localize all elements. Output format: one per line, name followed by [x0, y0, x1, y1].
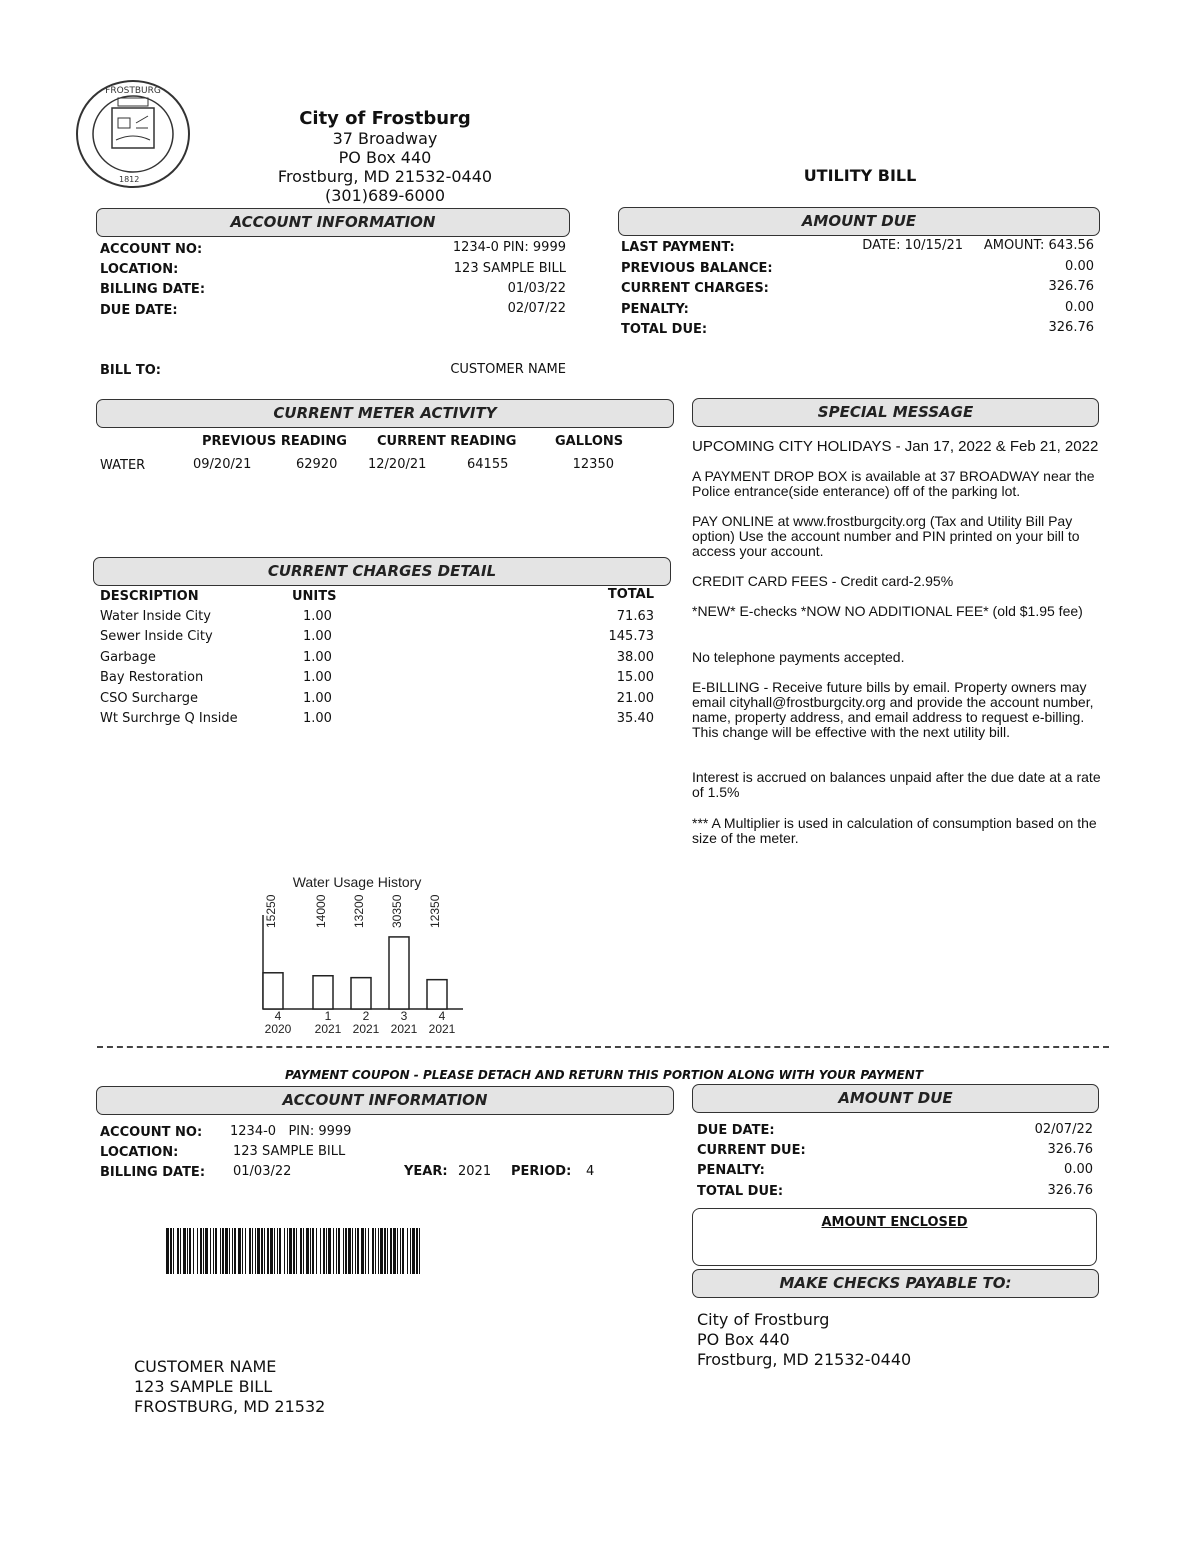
barcode-bar — [412, 1228, 415, 1274]
barcode-bar — [261, 1228, 263, 1274]
barcode-bar — [336, 1228, 337, 1274]
phone: (301)689-6000 — [324, 186, 446, 205]
chart-year-label: 2021 — [428, 1022, 456, 1036]
barcode-bar — [279, 1228, 281, 1274]
location-label: LOCATION: — [100, 262, 179, 277]
chart-year-label: 2021 — [314, 1022, 342, 1036]
barcode-bar — [193, 1228, 194, 1274]
barcode-bar — [173, 1228, 174, 1274]
last-payment-amount: AMOUNT: 643.56 — [983, 238, 1094, 253]
special-message-line: Interest is accrued on balances unpaid after the due date at a rate of 1.5% — [692, 769, 1101, 800]
meter-col-previous: PREVIOUS READING — [202, 434, 347, 449]
barcode-bar — [393, 1228, 396, 1274]
barcode-bar — [257, 1228, 260, 1274]
barcode-bar — [287, 1228, 288, 1274]
barcode-bar — [310, 1228, 311, 1274]
svg-text:1812: 1812 — [119, 175, 140, 184]
billing-date-value: 01/03/22 — [507, 281, 566, 296]
account-no-value: 1234-0 PIN: 9999 — [452, 240, 566, 255]
barcode-bar — [419, 1228, 420, 1274]
total-due-value: 326.76 — [1048, 320, 1094, 335]
barcode-bar — [170, 1228, 172, 1274]
special-message-line: CREDIT CARD FEES - Credit card-2.95% — [692, 573, 954, 589]
barcode-bar — [242, 1228, 243, 1274]
charge-description: Wt Surchrge Q Inside — [100, 711, 238, 726]
charges-detail-header: CURRENT CHARGES DETAIL — [93, 557, 671, 586]
chart-bar — [351, 978, 371, 1009]
barcode-bar — [234, 1228, 236, 1274]
penalty-label: PENALTY: — [621, 302, 689, 317]
barcode-bar — [210, 1228, 211, 1274]
barcode-bar — [326, 1228, 327, 1274]
charge-description: CSO Surcharge — [100, 691, 198, 706]
barcode-bar — [345, 1228, 347, 1274]
coupon-year-label: YEAR: — [404, 1164, 448, 1179]
barcode-bar — [200, 1228, 202, 1274]
chart-period-label: 4 — [438, 1009, 446, 1023]
special-message-line: E-BILLING - Receive future bills by email. Property owners may email cityhall@frostburgcity.org and provide the account number, name, property address, and email address to request e-billing. This change will be effective with the next utility bill. — [692, 679, 1094, 740]
barcode-bar — [252, 1228, 253, 1274]
chart-value-label: 12350 — [428, 894, 442, 928]
barcode-bar — [183, 1228, 186, 1274]
barcode-bar — [400, 1228, 401, 1274]
charge-units: 1.00 — [303, 650, 332, 665]
barcode-bar — [343, 1228, 344, 1274]
barcode-bar — [293, 1228, 295, 1274]
barcode-bar — [215, 1228, 217, 1274]
barcode-bar — [270, 1228, 273, 1274]
location-value: 123 SAMPLE BILL — [453, 261, 566, 276]
barcode-bar — [352, 1228, 353, 1274]
previous-balance-label: PREVIOUS BALANCE: — [621, 261, 773, 276]
coupon-penalty: 0.00 — [1064, 1162, 1093, 1177]
current-charges-value: 326.76 — [1048, 279, 1094, 294]
previous-balance-value: 0.00 — [1065, 259, 1094, 274]
barcode-bar — [203, 1228, 204, 1274]
svg-text:FROSTBURG: FROSTBURG — [105, 86, 161, 96]
charge-total: 15.00 — [616, 670, 654, 685]
coupon-location: 123 SAMPLE BILL — [233, 1144, 346, 1159]
barcode-bar — [402, 1228, 404, 1274]
special-message-line: A PAYMENT DROP BOX is available at 37 BROADWAY near the Police entrance(side enterance) off of the parking lot. — [692, 468, 1095, 499]
barcode-bar — [296, 1228, 297, 1274]
barcode-bar — [255, 1228, 256, 1274]
barcode-bar — [390, 1228, 392, 1274]
meter-gallons: 12350 — [572, 457, 614, 472]
chart-year-label: 2020 — [264, 1022, 292, 1036]
charges-col-desc: DESCRIPTION — [100, 589, 199, 604]
barcode-bar — [397, 1228, 398, 1274]
barcode-bar — [229, 1228, 230, 1274]
coupon-account-header: ACCOUNT INFORMATION — [96, 1086, 674, 1115]
penalty-value: 0.00 — [1065, 300, 1094, 315]
barcode-bar — [289, 1228, 292, 1274]
barcode-bar — [274, 1228, 275, 1274]
barcode-bar — [357, 1228, 359, 1274]
billing-date-label: BILLING DATE: — [100, 282, 206, 297]
barcode-bar — [320, 1228, 321, 1274]
barcode-bar — [222, 1228, 224, 1274]
barcode-bar — [187, 1228, 188, 1274]
address-line-3: Frostburg, MD 21532-0440 — [277, 167, 493, 186]
coupon-period: 4 — [586, 1164, 595, 1179]
barcode-bar — [368, 1228, 369, 1274]
address-line-1: 37 Broadway — [332, 129, 438, 148]
special-message-line: No telephone payments accepted. — [692, 649, 905, 665]
charge-total: 38.00 — [616, 650, 654, 665]
meter-service: WATER — [100, 458, 146, 473]
water-usage-chart — [250, 868, 470, 1040]
amount-due-header: AMOUNT DUE — [618, 207, 1100, 236]
chart-title: Water Usage History — [292, 874, 422, 890]
payee-line-1: City of Frostburg — [697, 1310, 830, 1329]
charges-col-units: UNITS — [292, 589, 337, 604]
barcode-bar — [300, 1228, 302, 1274]
coupon-penalty-label: PENALTY: — [697, 1163, 765, 1178]
charge-total: 71.63 — [616, 609, 654, 624]
payee-line-3: Frostburg, MD 21532-0440 — [697, 1350, 912, 1369]
barcode-bar — [375, 1228, 376, 1274]
city-seal — [74, 78, 192, 190]
barcode-bar — [197, 1228, 198, 1274]
meter-prev-date: 09/20/21 — [193, 457, 252, 472]
barcode-bar — [303, 1228, 304, 1274]
chart-bar — [263, 973, 283, 1009]
charge-units: 1.00 — [303, 609, 332, 624]
coupon-due-date: 02/07/22 — [1034, 1122, 1093, 1137]
charge-description: Bay Restoration — [100, 670, 204, 685]
payable-to-header: MAKE CHECKS PAYABLE TO: — [692, 1269, 1099, 1298]
coupon-current-due-label: CURRENT DUE: — [697, 1143, 806, 1158]
barcode-bar — [416, 1228, 418, 1274]
amount-enclosed-label: AMOUNT ENCLOSED — [821, 1215, 968, 1230]
chart-bar — [313, 976, 333, 1009]
coupon-period-label: PERIOD: — [511, 1164, 572, 1179]
detach-line — [97, 1046, 1109, 1048]
account-info-header: ACCOUNT INFORMATION — [96, 208, 570, 237]
coupon-location-label: LOCATION: — [100, 1145, 179, 1160]
barcode-bar — [180, 1228, 181, 1274]
barcode-bar — [387, 1228, 388, 1274]
barcode-bar — [378, 1228, 379, 1274]
barcode-bar — [267, 1228, 269, 1274]
charges-col-total: TOTAL — [607, 587, 654, 602]
special-message-line: UPCOMING CITY HOLIDAYS - Jan 17, 2022 & Feb 21, 2022 — [692, 438, 1099, 455]
barcode-bar — [333, 1228, 334, 1274]
coupon-year: 2021 — [458, 1164, 492, 1179]
barcode-bar — [220, 1228, 221, 1274]
meter-col-gallons: GALLONS — [555, 434, 624, 449]
barcode-bar — [225, 1228, 228, 1274]
coupon-billing-date-label: BILLING DATE: — [100, 1165, 206, 1180]
coupon-account-no-label: ACCOUNT NO: — [100, 1125, 203, 1140]
chart-year-label: 2021 — [352, 1022, 380, 1036]
barcode-bar — [277, 1228, 278, 1274]
coupon-due-date-label: DUE DATE: — [697, 1123, 775, 1138]
barcode — [166, 1228, 422, 1274]
customer-line-2: 123 SAMPLE BILL — [134, 1377, 273, 1396]
city-name: City of Frostburg — [299, 108, 471, 129]
barcode-bar — [249, 1228, 251, 1274]
coupon-total-due: 326.76 — [1047, 1183, 1093, 1198]
barcode-bar — [338, 1228, 340, 1274]
barcode-bar — [384, 1228, 386, 1274]
amount-enclosed-box[interactable] — [692, 1208, 1097, 1266]
account-no-label: ACCOUNT NO: — [100, 242, 203, 257]
due-date-value: 02/07/22 — [507, 301, 566, 316]
barcode-bar — [166, 1228, 169, 1274]
address-line-2: PO Box 440 — [338, 148, 432, 167]
doc-title: UTILITY BILL — [803, 166, 917, 185]
barcode-bar — [355, 1228, 356, 1274]
barcode-bar — [348, 1228, 351, 1274]
meter-curr-date: 12/20/21 — [368, 457, 427, 472]
barcode-bar — [284, 1228, 285, 1274]
bill-to-value: CUSTOMER NAME — [450, 362, 566, 377]
last-payment-date: DATE: 10/15/21 — [862, 238, 963, 253]
barcode-bar — [245, 1228, 246, 1274]
barcode-bar — [177, 1228, 179, 1274]
special-message-line: *NEW* E-checks *NOW NO ADDITIONAL FEE* (old $1.95 fee) — [692, 603, 1083, 619]
coupon-amount-due-header: AMOUNT DUE — [692, 1084, 1099, 1113]
charge-description: Water Inside City — [100, 609, 211, 624]
charge-total: 21.00 — [616, 691, 654, 706]
charge-total: 145.73 — [608, 629, 654, 644]
current-charges-label: CURRENT CHARGES: — [621, 281, 769, 296]
charge-units: 1.00 — [303, 629, 332, 644]
barcode-bar — [316, 1228, 317, 1274]
coupon-total-due-label: TOTAL DUE: — [697, 1184, 784, 1199]
barcode-bar — [323, 1228, 325, 1274]
barcode-bar — [238, 1228, 241, 1274]
meter-curr-read: 64155 — [467, 457, 509, 472]
charge-description: Garbage — [100, 650, 156, 665]
charge-description: Sewer Inside City — [100, 629, 213, 644]
chart-bar — [427, 980, 447, 1009]
meter-prev-read: 62920 — [296, 457, 338, 472]
special-message-header: SPECIAL MESSAGE — [692, 398, 1099, 427]
special-message-line: *** A Multiplier is used in calculation of consumption based on the size of the meter. — [692, 815, 1097, 846]
barcode-bar — [361, 1228, 364, 1274]
chart-value-label: 30350 — [390, 894, 404, 928]
meter-col-current: CURRENT READING — [377, 434, 517, 449]
special-message-line: PAY ONLINE at www.frostburgcity.org (Tax and Utility Bill Pay option) Use the account number and PIN printed on your bill to access your account. — [692, 513, 1080, 559]
chart-value-label: 15250 — [264, 894, 278, 928]
last-payment-label: LAST PAYMENT: — [621, 240, 735, 255]
chart-value-label: 13200 — [352, 894, 366, 928]
barcode-bar — [365, 1228, 366, 1274]
due-date-label: DUE DATE: — [100, 303, 178, 318]
coupon-heading: PAYMENT COUPON - PLEASE DETACH AND RETURN THIS PORTION ALONG WITH YOUR PAYMENT — [284, 1068, 923, 1082]
chart-period-label: 4 — [274, 1009, 282, 1023]
charge-units: 1.00 — [303, 691, 332, 706]
chart-value-label: 14000 — [314, 894, 328, 928]
charge-units: 1.00 — [303, 711, 332, 726]
barcode-bar — [410, 1228, 411, 1274]
chart-bar — [389, 937, 409, 1009]
bill-to-label: BILL TO: — [100, 363, 161, 378]
barcode-bar — [312, 1228, 314, 1274]
total-due-label: TOTAL DUE: — [621, 322, 708, 337]
customer-line-1: CUSTOMER NAME — [134, 1357, 277, 1376]
barcode-bar — [306, 1228, 309, 1274]
charge-total: 35.40 — [616, 711, 654, 726]
barcode-bar — [189, 1228, 191, 1274]
coupon-billing-date: 01/03/22 — [233, 1164, 292, 1179]
barcode-bar — [232, 1228, 233, 1274]
meter-activity-header: CURRENT METER ACTIVITY — [96, 399, 674, 428]
barcode-bar — [328, 1228, 331, 1274]
barcode-bar — [264, 1228, 265, 1274]
chart-period-label: 1 — [324, 1009, 332, 1023]
charge-units: 1.00 — [303, 670, 332, 685]
chart-period-label: 2 — [362, 1009, 370, 1023]
customer-line-3: FROSTBURG, MD 21532 — [134, 1397, 326, 1416]
coupon-current-due: 326.76 — [1047, 1142, 1093, 1157]
coupon-account-no: 1234-0 PIN: 9999 — [230, 1124, 352, 1139]
barcode-bar — [205, 1228, 208, 1274]
barcode-bar — [213, 1228, 214, 1274]
barcode-bar — [407, 1228, 408, 1274]
barcode-bar — [380, 1228, 383, 1274]
barcode-bar — [372, 1228, 374, 1274]
chart-period-label: 3 — [400, 1009, 408, 1023]
payee-line-2: PO Box 440 — [697, 1330, 790, 1349]
chart-year-label: 2021 — [390, 1022, 418, 1036]
